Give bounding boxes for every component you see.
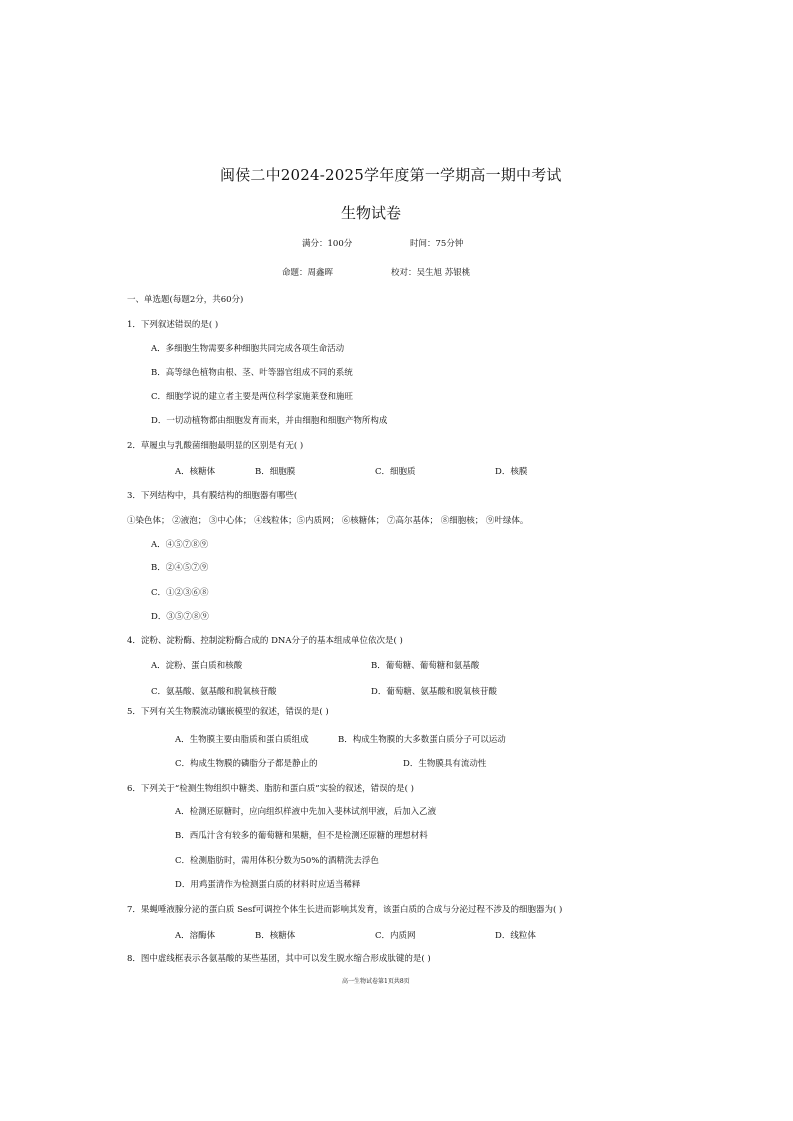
option-c: C．检测脂肪时，需用体积分数为50%的酒精洗去浮色 [175, 856, 379, 866]
question-stem: 1．下列叙述错误的是( ) [127, 320, 219, 330]
option-c: C．①②③⑥⑧ [151, 588, 209, 598]
option-b: B．高等绿色植物由根、茎、叶等器官组成不同的系统 [151, 368, 353, 378]
option-b: B．②④⑤⑦⑨ [151, 563, 209, 573]
question-stem: 5．下列有关生物膜流动镶嵌模型的叙述，错误的是( ) [127, 707, 329, 717]
structure-list: ①染色体； ②液泡； ③中心体； ④线粒体；⑤内质网； ⑥核糖体； ⑦高尔基体； ⑧细胞核； ⑨叶绿体。 [127, 516, 529, 526]
page-footer: 高一生物试卷第1页共8页 [342, 978, 410, 985]
option-b: B．西瓜汁含有较多的葡萄糖和果糖，但不是检测还原糖的理想材料 [175, 831, 428, 841]
option-a: A．多细胞生物需要多种细胞共同完成各项生命活动 [151, 344, 345, 354]
option-a: A．检测还原糖时，应向组织样液中先加入斐林试剂甲液，后加入乙液 [175, 807, 437, 817]
option-c: C．氨基酸、氨基酸和脱氧核苷酸 [151, 687, 277, 697]
section-heading: 一、单选题(每题2分，共60分) [127, 295, 244, 305]
option-c: C．细胞质 [375, 467, 416, 477]
question-author: 命题：周鑫晖 [282, 268, 334, 278]
option-c: C．构成生物膜的磷脂分子都是静止的 [175, 759, 318, 769]
option-c: C．内质网 [375, 931, 416, 941]
question-stem: 6．下列关于“检测生物组织中糖类、脂肪和蛋白质”实验的叙述，错误的是( ) [127, 784, 414, 794]
option-d: D．葡萄糖、氨基酸和脱氧核苷酸 [371, 687, 497, 697]
option-d: D．一切动植物都由细胞发育而来，并由细胞和细胞产物所构成 [151, 416, 388, 426]
option-d: D．核膜 [495, 467, 528, 477]
option-a: A．生物膜主要由脂质和蛋白质组成 [175, 735, 309, 745]
proofreader: 校对：吴生旭 苏银桃 [391, 268, 471, 278]
option-c: C．细胞学说的建立者主要是两位科学家施莱登和施旺 [151, 392, 354, 402]
full-score: 满分：100分 [302, 239, 353, 249]
question-stem: 4．淀粉、淀粉酶、控制淀粉酶合成的 DNA分子的基本组成单位依次是( ) [127, 636, 403, 646]
question-stem: 8．图中虚线框表示各氨基酸的某些基团，其中可以发生脱水缩合形成肽键的是( ) [127, 954, 431, 964]
option-a: A．淀粉、蛋白质和核酸 [151, 661, 243, 671]
option-d: D．生物膜具有流动性 [403, 759, 487, 769]
exam-subtitle: 生物试卷 [341, 204, 402, 222]
option-b: B．细胞膜 [255, 467, 296, 477]
option-b: B．核糖体 [255, 931, 296, 941]
question-stem: 2．草履虫与乳酸菌细胞最明显的区别是有无( ) [127, 441, 304, 451]
option-d: D．用鸡蛋清作为检测蛋白质的材料时应适当稀释 [175, 880, 361, 890]
option-d: D．③⑤⑦⑧⑨ [151, 612, 209, 622]
exam-title: 闽侯二中2024-2025学年度第一学期高一期中考试 [220, 166, 562, 184]
question-stem: 3．下列结构中，具有膜结构的细胞器有哪些( [127, 491, 298, 501]
option-a: A．④⑤⑦⑧⑨ [151, 540, 209, 550]
option-a: A．溶酶体 [175, 931, 216, 941]
option-d: D．线粒体 [495, 931, 536, 941]
exam-time: 时间：75分钟 [410, 239, 464, 249]
option-b: B．构成生物膜的大多数蛋白质分子可以运动 [338, 735, 506, 745]
option-a: A．核糖体 [175, 467, 216, 477]
question-stem: 7．果蝇唾液腺分泌的蛋白质 Sesf可调控个体生长进而影响其发育，该蛋白质的合成与分泌过程不涉及的细胞器为( ) [127, 905, 563, 915]
option-b: B．葡萄糖、葡萄糖和氨基酸 [371, 661, 480, 671]
